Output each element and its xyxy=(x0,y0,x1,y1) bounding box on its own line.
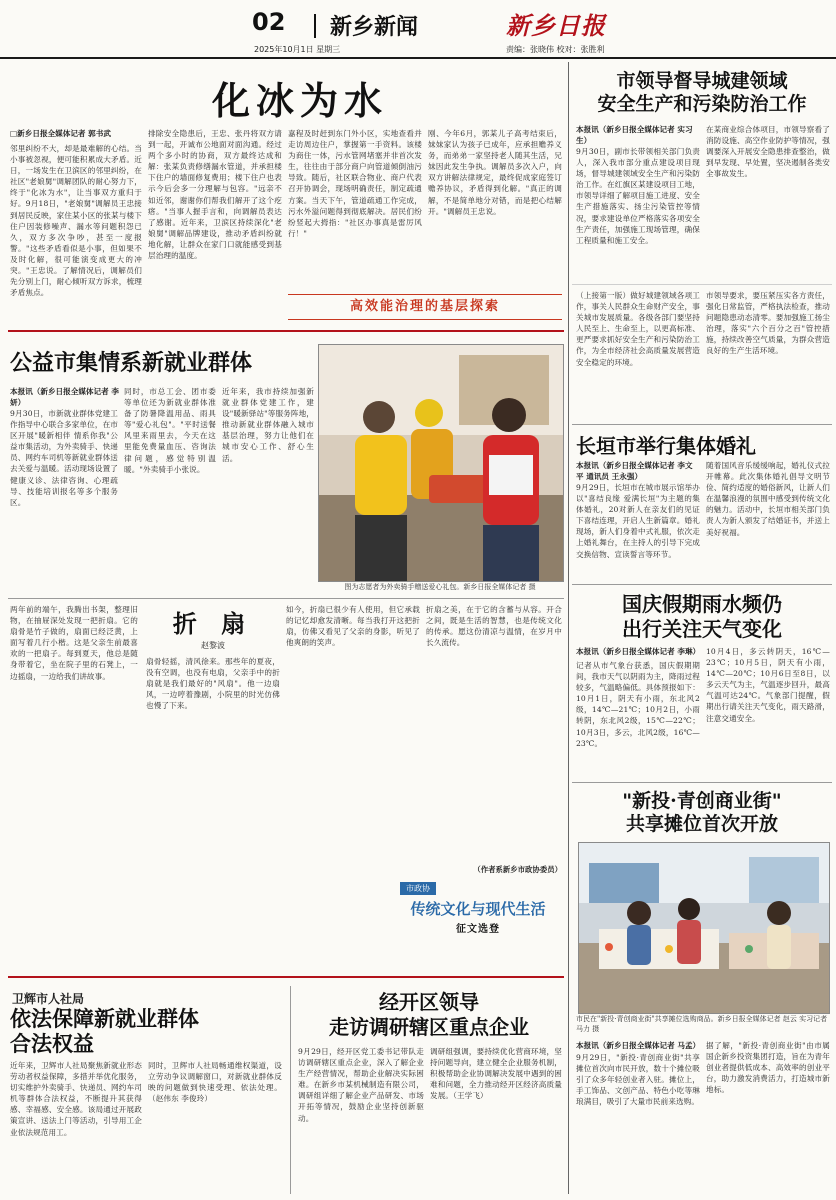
story-h-title: 依法保障新就业群体 合法权益 xyxy=(10,1006,199,1056)
column-title: 传统文化与现代生活 xyxy=(410,900,546,918)
story-f-title: 国庆假期雨水频仍 出行关注天气变化 xyxy=(622,592,782,641)
story-b-col3: 近年来，我市持续加强新就业群体党建工作，建设"暖新驿站"等服务阵地，推动新就业群体融入城市基层治理，努力让他们在城市安心工作、舒心生活。 xyxy=(222,387,314,463)
story-b-byline: 本报讯（新乡日报全媒体记者 李妍） xyxy=(10,387,119,407)
story-f-byline: 本报讯（新乡日报全媒体记者 李琳） xyxy=(576,647,701,656)
story-d-col3: （上接第一版）做好城建领域各项工作，事关人民群众生命财产安全，事关城市发展质量。各级各部门要坚持人民至上、生命至上，以更高标准、更严要求抓好安全生产和污染防治工作，为全市经济社会高质量发展营造安全稳定的环境。 xyxy=(576,291,700,367)
market-photo xyxy=(578,842,830,1014)
story-e-title: 长垣市举行集体婚礼 xyxy=(576,434,756,458)
column-label: 市政协 xyxy=(400,882,436,895)
story-a-col4: 刚、今年6月，郭某儿子高考结束后，妹妹家认为孩子已成年，应承担赡养义务，而弟弟一家坚持老人随其生活，兄妹因此发生争执。调解员多次入户，向双方讲解法律规定，最终促成家庭签订赡养协议，矛盾得到化解。"真正的调解，不是简单地分对错，而是把心结解开。"调解员王忠说。 xyxy=(428,129,562,216)
column-badge xyxy=(394,880,562,940)
story-h-col2: 同时，卫辉市人社局畅通维权渠道，设立劳动争议调解窗口，对新就业群体反映的问题做到快速受理、依法处理。（赵伟东 李俊玲） xyxy=(148,1061,282,1104)
story-h-col1: 近年来，卫辉市人社局聚焦新就业形态劳动者权益保障，多措并举优化服务，切实维护外卖骑手、快递员、网约车司机等群体合法权益，不断提升其获得感、幸福感、安全感。该局通过开展政策宣讲、送法上门等活动，引导用工企业依法规范用工。 xyxy=(10,1061,142,1137)
page-number-rule xyxy=(314,14,316,38)
masthead xyxy=(0,0,836,58)
story-d-title: 市领导督导城建领域 安全生产和污染防治工作 xyxy=(597,70,807,115)
divider-h xyxy=(290,986,291,1194)
story-h-kicker: 卫辉市人社局 xyxy=(12,992,85,1006)
story-b-title: 公益市集情系新就业群体 xyxy=(10,350,253,376)
story-b-col2: 同时，市总工会、团市委等单位还为新就业群体准备了防暑降温用品、雨具等"爱心礼包"。"平时送餐风里来雨里去，今天在这里能免费量血压、咨询法律问题，感觉特别温暖。"外卖骑手小张说。 xyxy=(124,387,216,474)
divider-e xyxy=(572,584,832,585)
story-i-title: 经开区领导 走访调研辖区重点企业 xyxy=(329,990,529,1039)
story-a-title: 化冰为水 xyxy=(211,78,388,123)
subhead-text: 高效能治理的基层探索 xyxy=(349,299,500,314)
divider-b xyxy=(8,598,564,599)
story-f-col2: 10月4日，多云转阴天，16℃—23℃；10月5日，阴天有小雨，14℃—20℃；10月6日至8日，以多云天气为主，气温逐步回升，最高气温可达24℃。气象部门提醒，假期出行请关注天气变化，雨天路滑，注意交通安全。 xyxy=(706,647,830,723)
newspaper-logo: 新乡日报 xyxy=(506,11,606,40)
divider-d2 xyxy=(572,424,832,425)
story-c-author: 赵黎波 xyxy=(201,641,225,650)
story-c-source: （作者系新乡市政协委员） xyxy=(473,865,562,874)
story-g-title: "新投·青创商业街" 共享摊位首次开放 xyxy=(622,790,782,835)
column-sub: 征文选登 xyxy=(456,924,500,935)
volunteer-photo-art xyxy=(319,345,563,581)
section-title: 新乡新闻 xyxy=(330,14,419,40)
story-c-col1: 两年前的端午，我腾出书架，整理旧物，在抽屉深处发现一把折扇。它的扇骨是竹子做的，扇面已经泛黄，上面写着几行小楷。这是父亲生前最喜欢的一把扇子。每到夏天，他总是随身带着它，坐在院子里的石凳上，一边摇扇，一边给我们讲故事。 xyxy=(10,605,138,681)
story-a-col2: 排除安全隐患后，王忠、张丹将双方请到一起，开诚布公地面对面沟通。经过两个多小时的协商，双方最终达成和解：张某负责修缮漏水管道，并承担楼下住户的墙面修复费用；楼下住户也表示今后会多一分理解与包容。"远亲不如近邻，谢谢你们帮我们解开了这个疙瘩。"当事人握手言和，向调解员表达了感谢。近年来，卫滨区持续深化"老娘舅"调解品牌建设，推动矛盾纠纷就地化解，让群众在家门口就能感受到基层治理的温度。 xyxy=(148,129,282,261)
story-d-byline: 本报讯（新乡日报全媒体记者 实习生） xyxy=(576,125,693,145)
divider-c xyxy=(8,976,564,978)
page-number: 02 xyxy=(252,8,286,36)
story-g-byline: 本报讯（新乡日报全媒体记者 马孟） xyxy=(576,1041,701,1050)
story-b-col1: 9月30日，市新就业群体党建工作指导中心联合多家单位，在市区开展"暖新相伴 情系你我"公益市集活动，为外卖骑手、快递员、网约车司机等新就业群体送去关爱与温暖。活动现场设置了健康义诊、法律咨询、心理疏导、技能培训报名等多个服务区。 xyxy=(10,409,118,507)
story-i-col2: 调研组强调，要持续优化营商环境，坚持问题导向，建立健全企业服务机制，积极帮助企业协调解决发展中遇到的困难和问题，全力推动经开区经济高质量发展。（王学飞） xyxy=(430,1047,562,1101)
story-d-col4: 市领导要求，要压紧压实各方责任，强化日常监管，严格执法检查，推动问题隐患动态清零。要加强施工扬尘治理，落实"六个百分之百"管控措施，持续改善空气质量，为群众营造良好的生产生活环境。 xyxy=(706,291,830,356)
story-d-col1: 9月30日，副市长带领相关部门负责人，深入我市部分重点建设项目现场，督导城建领域安全生产和污染防治工作。在红旗区某建设项目工地，市领导详细了解项目施工进度、安全生产措施落实、扬尘污染管控等情况，要求建设单位严格落实各项安全生产责任，加强施工现场管理，确保工程质量和施工安全。 xyxy=(576,147,700,245)
story-e-col1: 9月29日，长垣市在城市展示馆举办以"喜结良缘 爱满长垣"为主题的集体婚礼，20对新人在亲友们的见证下喜结连理，开启人生新篇章。婚礼现场，新人们身着中式礼服，依次走上婚礼舞台，在主持人的引导下完成交换信物、宣读誓言等环节。 xyxy=(576,483,700,559)
volunteer-photo xyxy=(318,344,564,582)
story-c-col4: 折扇之美，在于它的含蓄与从容。开合之间，既是生活的智慧，也是传统文化的传承。愿这份清凉与温情，在岁月中长久流传。 xyxy=(426,605,562,648)
story-a-byline: □新乡日报全媒体记者 郭书武 xyxy=(10,129,111,138)
market-photo-art xyxy=(579,843,829,1013)
divider-d xyxy=(572,284,832,285)
story-f-col1: 记者从市气象台获悉，国庆假期期间，我市天气以阴雨为主，降雨过程较多，气温略偏低。具体预报如下：10月1日，阴天有小雨，东北风2级，14℃—21℃；10月2日，小雨转阴，东北风2级，15℃—22℃；10月3日，多云，北风2级，16℃—23℃。 xyxy=(576,661,700,748)
story-e-byline: 本报讯（新乡日报全媒体记者 李文平 通讯员 王永强） xyxy=(576,461,693,481)
subhead-banner xyxy=(288,294,562,320)
story-c-col3: 如今，折扇已很少有人使用，但它承载的记忆却愈发清晰。每当我打开这把折扇，仿佛又看见了父亲的身影，听见了他爽朗的笑声。 xyxy=(286,605,420,648)
story-a-col3: 嘉程及时赶到东门外小区，实地查看并走访周边住户，掌握第一手资料。该楼为商住一体，污水管网堵塞并非首次发生，往往由于部分商户向管道倾倒油污导致。随后，社区联合物业、商户代表召开协调会，现场明确责任，制定疏通方案。当天下午，管道疏通工作完成，污水外溢问题得到彻底解决。居民们纷纷竖起大拇指："社区办事真是雷厉风行！" xyxy=(288,129,422,238)
story-a-col1: 邻里纠纷不大，却是最难解的心结。当小事被忽视，便可能积累成大矛盾。近日，一场发生在卫滨区的邻里纠纷，在社区"老娘舅"调解团队的耐心努力下，终于"化冰为水"，让当事双方重归于好。9月18日，"老娘舅"调解员王忠接到居民反映，家住某小区的张某与楼下住户因装修噪声、漏水等问题积怨已久，双方多次争吵，甚至一度报警。"这些矛盾看似是小事，但如果不及时化解，很可能演变成更大的冲突。"王忠说。了解情况后，调解员们先分别上门，耐心倾听双方诉求，梳理矛盾焦点。 xyxy=(10,144,142,298)
divider-f xyxy=(572,782,832,783)
story-c-col2: 扇骨轻摇，清风徐来。那些年的夏夜，没有空调，也没有电扇，父亲手中的折扇就是我们最好的"风扇"。他一边扇风，一边哼着豫剧，小院里的时光仿佛也慢了下来。 xyxy=(146,657,280,711)
story-d-col2: 在某商业综合体项目，市领导察看了消防设施、高空作业防护等情况，强调要深入开展安全隐患排查整治，做到早发现、早处置，坚决遏制各类安全事故发生。 xyxy=(706,125,830,179)
story-g-col2: 据了解，"新投·青创商业街"由市属国企新乡投资集团打造，旨在为青年创业者提供低成本、高效率的创业平台，助力激发消费活力，打造城市新地标。 xyxy=(706,1041,830,1095)
divider-a xyxy=(8,330,564,332)
masthead-editors: 责编：张晓伟 校对：张胜利 xyxy=(506,45,605,54)
story-g-col1: 9月29日，"新投·青创商业街"共享摊位首次向市民开放，数十个摊位吸引了众多年轻创业者入驻。摊位上，手工饰品、文创产品、特色小吃等琳琅满目，吸引了大量市民前来选购。 xyxy=(576,1053,700,1107)
volunteer-photo-caption: 图为志愿者为外卖骑手赠送爱心礼包。新乡日报全媒体记者 摄 xyxy=(344,583,536,591)
masthead-date: 2025年10月1日 星期三 xyxy=(254,45,341,54)
story-c-title: 折 扇 xyxy=(172,609,254,638)
market-photo-caption: 市民在"新投·青创商业街"共享摊位选购商品。新乡日报全媒体记者 赵云 实习记者 马力 摄 xyxy=(576,1015,828,1033)
masthead-rule xyxy=(0,57,836,59)
right-column-rule xyxy=(568,62,569,1194)
story-i-col1: 9月29日，经开区党工委书记带队走访调研辖区重点企业，深入了解企业生产经营情况，帮助企业解决实际困难。在新乡市某机械制造有限公司，调研组详细了解企业产品研发、市场开拓等情况，鼓励企业坚持创新驱动。 xyxy=(298,1047,424,1123)
story-e-col2: 随着国风音乐缓缓响起，婚礼仪式拉开帷幕。此次集体婚礼倡导文明节俭、简约适度的婚俗新风，让新人们在温馨浪漫的氛围中感受到传统文化的魅力。活动中，长垣市相关部门负责人为新人颁发了结婚证书，并送上美好祝福。 xyxy=(706,461,830,537)
